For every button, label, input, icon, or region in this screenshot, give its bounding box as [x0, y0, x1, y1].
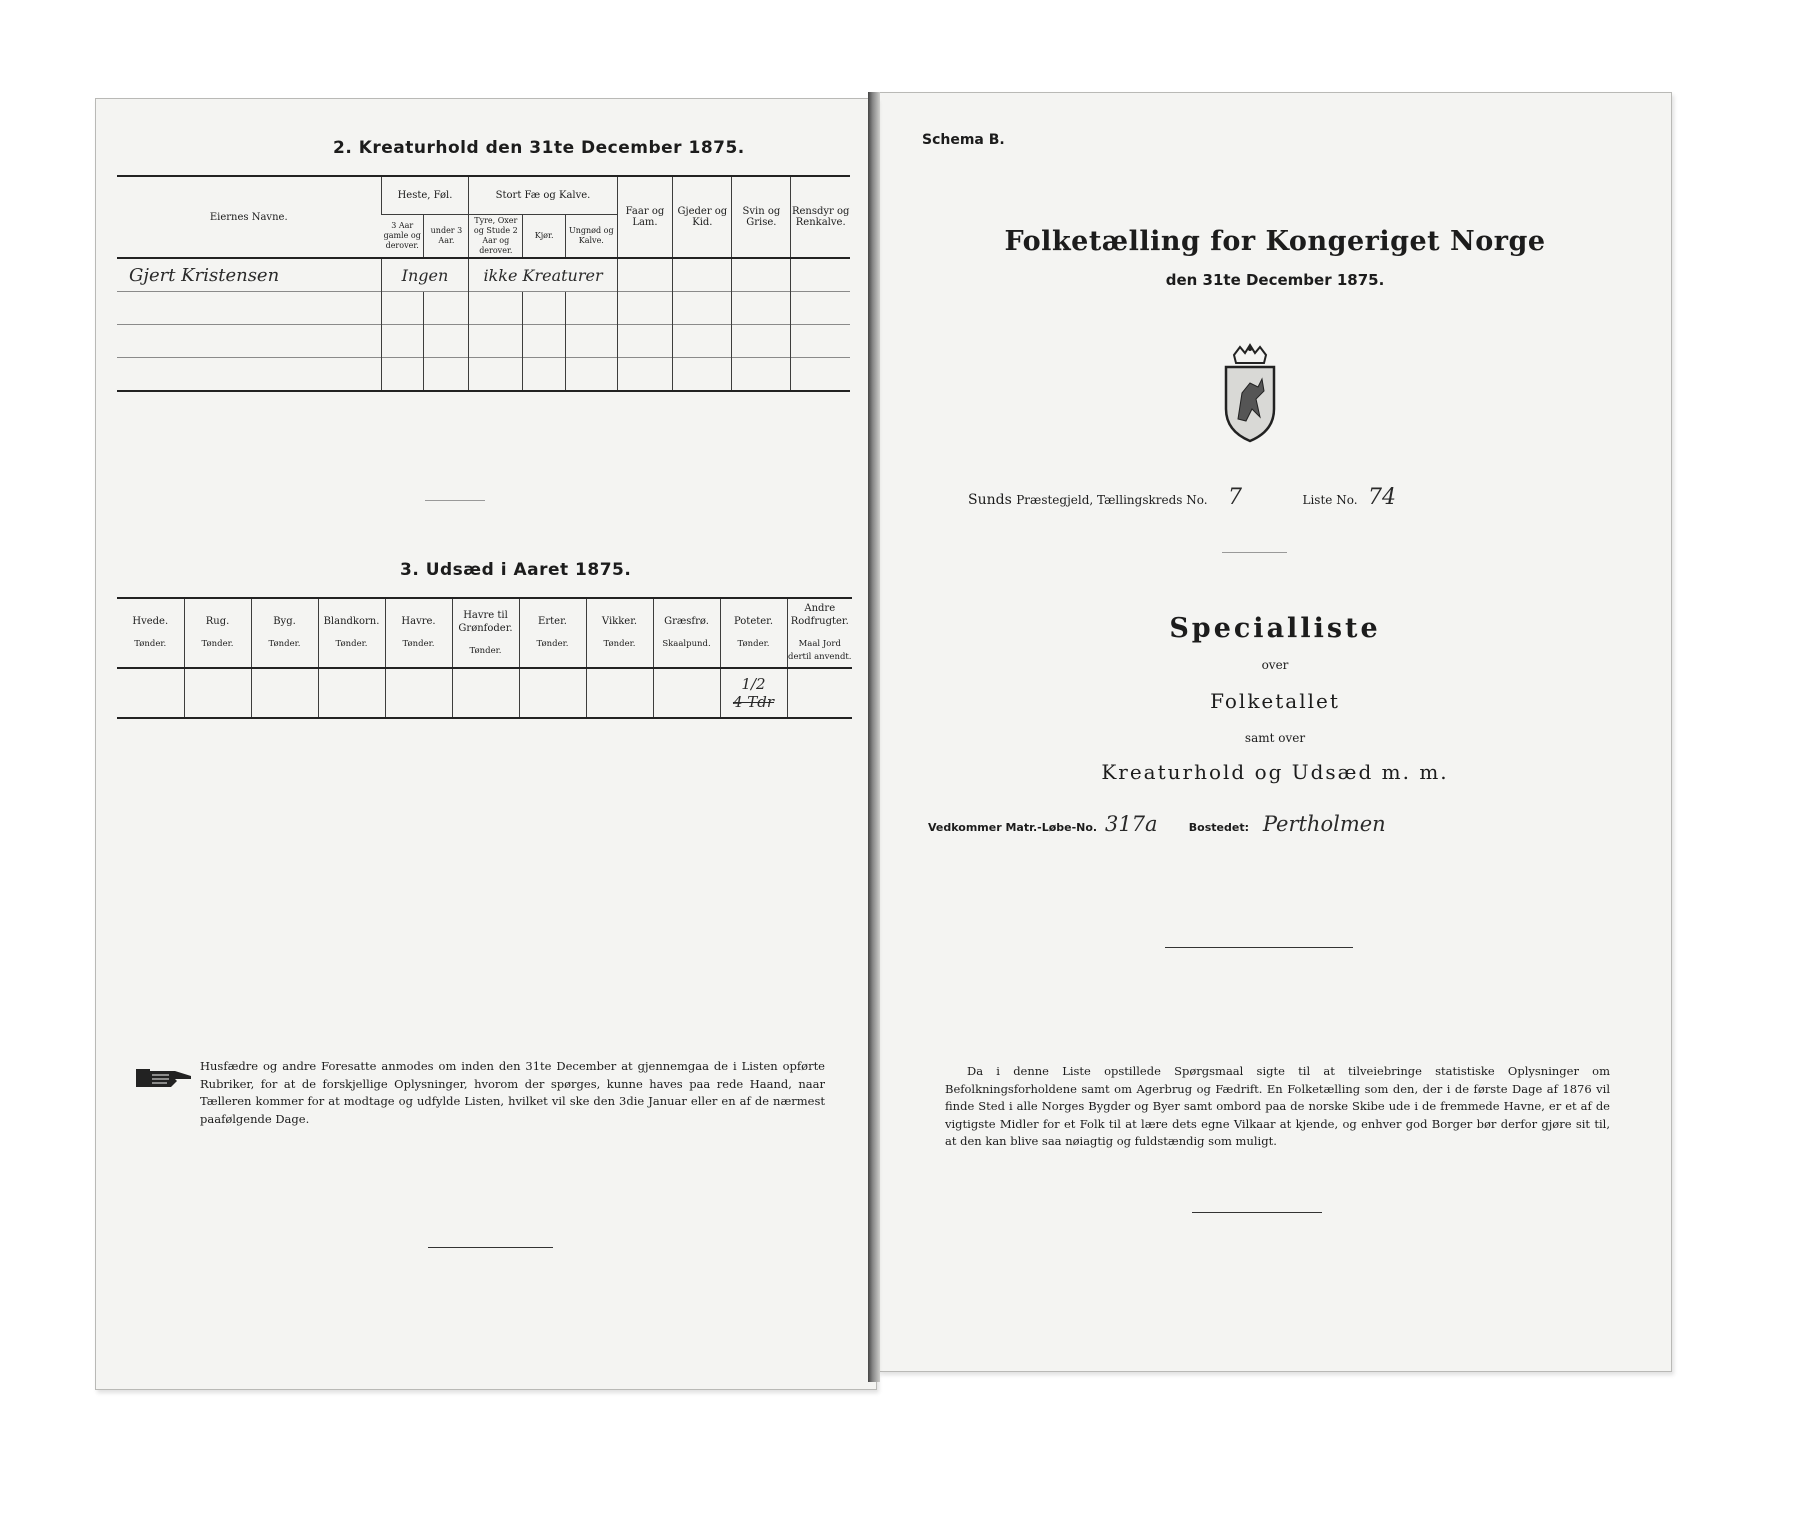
subtitle: den 31te December 1875. [1165, 271, 1385, 289]
right-mid-rule [1165, 947, 1353, 948]
udsaed-col-unit: Tønder. [268, 639, 301, 649]
udsaed-col-name: Vikker. [601, 616, 638, 627]
liste-label: Liste No. [1302, 493, 1358, 507]
kreaturhold-title: Kreaturhold og Udsæd m. m. [1101, 760, 1449, 784]
col-svin: Svin og Grise. [732, 176, 791, 258]
udsaed-col-unit: Tønder. [536, 639, 569, 649]
matr-line [928, 812, 1386, 836]
sub-heste-young: under 3 Aar. [424, 214, 469, 258]
matr-no: 317a [1104, 812, 1158, 836]
title-divider [1222, 552, 1287, 553]
liste-no: 74 [1367, 485, 1396, 510]
udsaed-col-name: Rug. [205, 616, 230, 627]
udsaed-col-unit: Tønder. [134, 639, 167, 649]
bostedet-label: Bostedet: [1188, 821, 1249, 834]
section-divider [425, 500, 485, 501]
udsaed-header-row [117, 598, 852, 668]
col-stort-group: Stort Fæ og Kalve. [469, 176, 617, 214]
udsaed-col-header [385, 598, 452, 668]
prestegjeld-label: Præstegjeld, Tællingskreds No. [1016, 493, 1208, 507]
matr-label: Vedkommer Matr.-Løbe-No. [928, 821, 1098, 834]
udsaed-col-name: Blandkorn. [323, 616, 380, 627]
left-notice: Husfædre og andre Foresatte anmodes om inden den 31te December at gjennemgaa de i Listen opførte Rubriker, for at de forskjellige Oplysninger, hvorom der spørges, kunne haves paa rede Haand, naar Tælleren kommer for at modtage og udfylde Listen, hvilket vil ske den 3die Januar eller en af de nærmest paafølgende Dage. [200, 1059, 825, 1126]
sub-stort-kjor: Kjør. [523, 214, 566, 258]
udsaed-col-header [720, 598, 787, 668]
udsaed-col-unit: Tønder. [201, 639, 234, 649]
folketallet: Folketallet [1210, 689, 1340, 713]
main-title: Folketælling for Kongeriget Norge [1004, 226, 1546, 257]
udsaed-col-unit: Tønder. [603, 639, 636, 649]
udsaed-col-unit: Tønder. [335, 639, 368, 649]
udsaed-col-name: Erter. [538, 616, 567, 627]
col-gjeder: Gjeder og Kid. [673, 176, 732, 258]
coat-of-arms-icon [1220, 343, 1280, 443]
udsaed-col-header [251, 598, 318, 668]
entry-poteter: 1/2 4 Tdr [720, 668, 787, 718]
udsaed-table [117, 597, 852, 719]
kreaturhold-table [117, 175, 850, 392]
udsaed-col-header [318, 598, 385, 668]
specialliste-title: Specialliste [1169, 613, 1381, 644]
sub-heste-old: 3 Aar gamle og derover. [383, 220, 421, 250]
udsaed-col-header [452, 598, 519, 668]
schema-label: Schema B. [922, 132, 1005, 148]
col-owner-header: Eiernes Navne. [209, 211, 288, 223]
col-rensdyr: Rensdyr og Renkalve. [791, 176, 850, 258]
udsaed-col-name: Byg. [273, 616, 296, 627]
udsaed-col-unit: Tønder. [402, 639, 435, 649]
prestegjeld-name: Sunds [968, 492, 1012, 508]
entry-owner: Gjert Kristensen [117, 258, 381, 292]
udsaed-col-unit: Skaalpund. [662, 639, 711, 649]
col-faar: Faar og Lam. [617, 176, 673, 258]
left-bottom-rule [428, 1247, 553, 1248]
udsaed-col-name: Havre. [401, 616, 436, 627]
udsaed-col-name: Græsfrø. [664, 616, 709, 627]
entry-stort: ikke Kreaturer [469, 258, 617, 292]
pointing-hand-icon [135, 1065, 193, 1091]
prestegjeld-line [968, 485, 1396, 510]
udsaed-col-unit: Tønder. [737, 639, 770, 649]
udsaed-col-header [586, 598, 653, 668]
col-heste-group: Heste, Føl. [381, 176, 469, 214]
udsaed-col-header [787, 598, 852, 668]
over-1: over [1261, 658, 1289, 672]
udsaed-col-header [184, 598, 251, 668]
samt-over: samt over [1244, 731, 1306, 745]
right-bottom-rule [1192, 1212, 1322, 1213]
udsaed-col-header [519, 598, 586, 668]
udsaed-col-unit: Tønder. [469, 645, 502, 656]
udsaed-col-name: Hvede. [132, 616, 169, 627]
section2-heading: 2. Kreaturhold den 31te December 1875. [333, 138, 745, 158]
udsaed-col-name: Havre til Grønfoder. [458, 609, 513, 634]
udsaed-col-header [653, 598, 720, 668]
bostedet-value: Pertholmen [1262, 812, 1386, 836]
udsaed-col-unit: Maal Jord dertil anvendt. [788, 639, 852, 662]
entry-heste: Ingen [381, 258, 469, 292]
udsaed-col-header [117, 598, 184, 668]
book-spine [868, 92, 880, 1382]
section3-heading: 3. Udsæd i Aaret 1875. [400, 560, 632, 580]
sub-stort-tyre: Tyre, Oxer og Stude 2 Aar og derover. [469, 214, 523, 258]
udsaed-col-name: Andre Rodfrugter. [790, 603, 849, 627]
udsaed-col-name: Poteter. [733, 616, 774, 627]
kreds-no: 7 [1228, 485, 1243, 510]
right-notice: Da i denne Liste opstillede Spørgsmaal sigte til at tilveiebringe statistiske Oplysninger om Befolkningsforholdene samt om Agerbrug og Fædrift. En Folketælling som den, der i de første Dage af 1876 vil finde Sted i alle Norges Bygder og Byer samt ombord paa de norske Skibe ude i de fremmede Havne, er et af de vigtigste Midler for et Folk til at lære dets egne Vilkaar at kjende, og enhver god Borger bør derfor gjøre sit til, at den kan blive saa nøiagtig og fuldstændig som muligt. [945, 1064, 1610, 1148]
sub-stort-ungnod: Ungnød og Kalve. [566, 214, 618, 258]
